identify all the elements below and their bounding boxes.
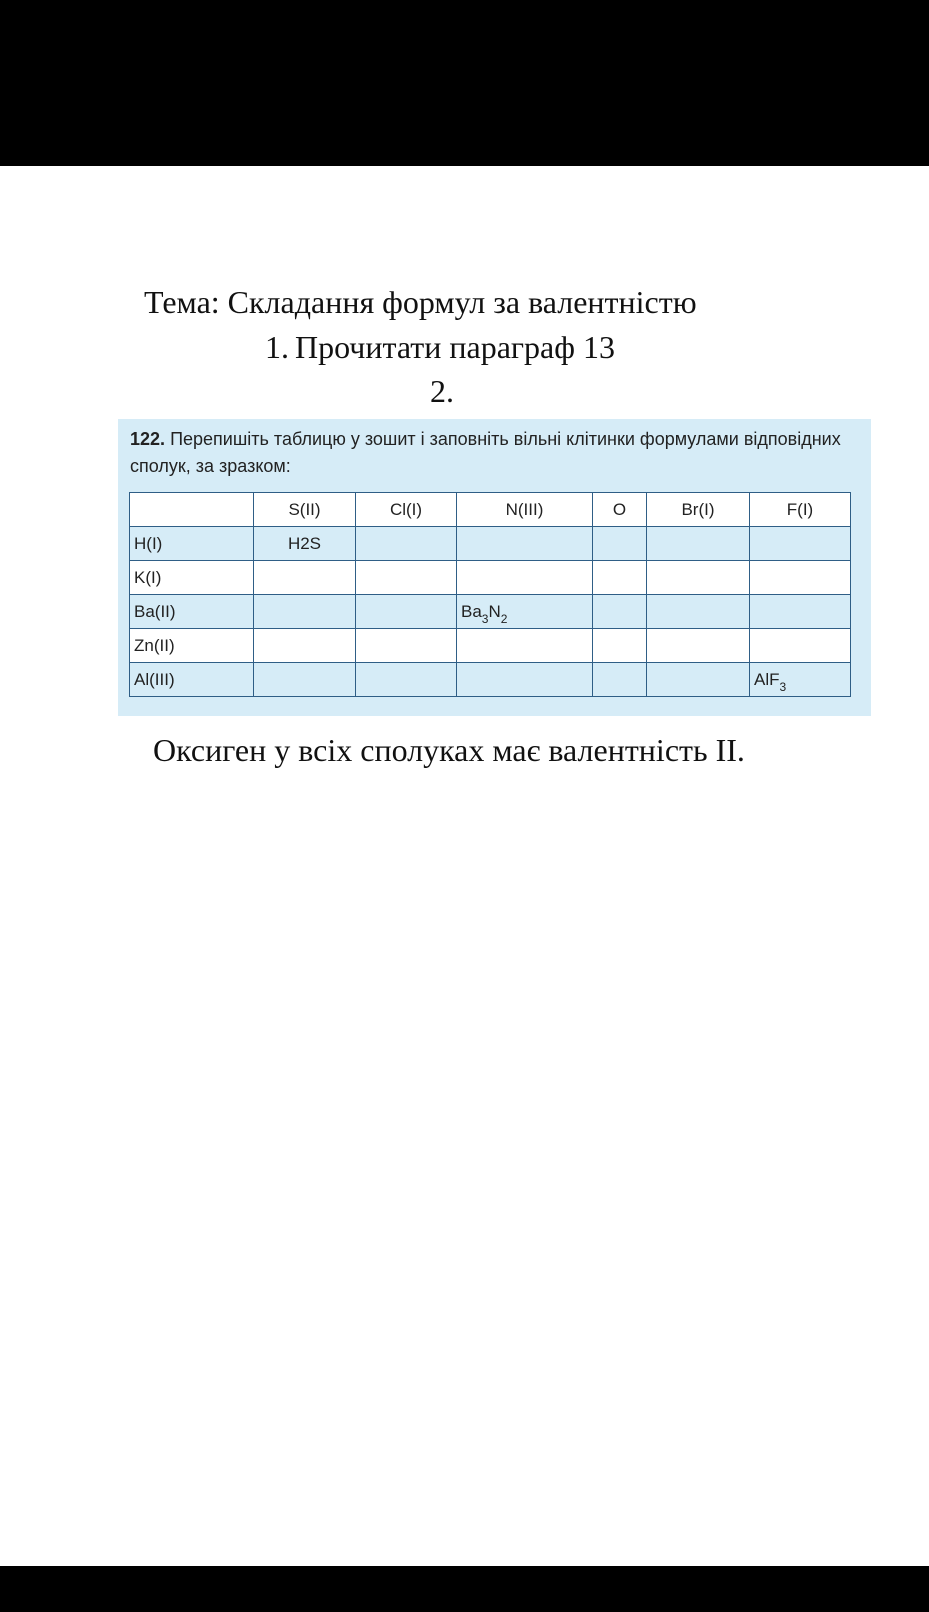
cell-k-br bbox=[647, 561, 750, 595]
table-row bbox=[130, 663, 851, 697]
header-cell-f: F(I) bbox=[750, 493, 851, 527]
cell-h-s: H2S bbox=[254, 527, 356, 561]
cell-al-br bbox=[647, 663, 750, 697]
step-1 bbox=[265, 329, 615, 366]
cell-k-s bbox=[254, 561, 356, 595]
row-label-h: H(I) bbox=[130, 527, 254, 561]
cell-zn-n bbox=[457, 629, 593, 663]
header-cell-br: Br(I) bbox=[647, 493, 750, 527]
page-title: Тема: Складання формул за валентністю bbox=[144, 284, 697, 320]
step-1-text: Прочитати параграф 13 bbox=[295, 329, 615, 365]
cell-ba-s bbox=[254, 595, 356, 629]
cell-ba-n bbox=[457, 595, 593, 629]
cell-zn-br bbox=[647, 629, 750, 663]
cell-al-f bbox=[750, 663, 851, 697]
step-2-number: 2. bbox=[430, 373, 454, 409]
table-row bbox=[130, 527, 851, 561]
row-label-zn: Zn(II) bbox=[130, 629, 254, 663]
cell-ba-br bbox=[647, 595, 750, 629]
cell-k-f bbox=[750, 561, 851, 595]
cell-ba-cl bbox=[356, 595, 457, 629]
valence-table bbox=[129, 492, 851, 697]
cell-h-br bbox=[647, 527, 750, 561]
header-cell-s: S(II) bbox=[254, 493, 356, 527]
row-label-ba: Ba(II) bbox=[130, 595, 254, 629]
step-1-number: 1. bbox=[265, 329, 289, 365]
task-panel bbox=[118, 419, 871, 716]
task-instructions bbox=[130, 426, 850, 480]
cell-h-n bbox=[457, 527, 593, 561]
table-row bbox=[130, 595, 851, 629]
cell-al-n bbox=[457, 663, 593, 697]
cell-k-n bbox=[457, 561, 593, 595]
formula-ba3n2: $Ba_3N_2$ bbox=[461, 601, 508, 626]
cell-h-cl bbox=[356, 527, 457, 561]
header-cell-cl: Cl(I) bbox=[356, 493, 457, 527]
table-header-row bbox=[130, 493, 851, 527]
oxygen-note: Оксиген у всіх сполуках має валентність II. bbox=[153, 732, 745, 768]
cell-k-o bbox=[593, 561, 647, 595]
bottom-black-bar bbox=[0, 1566, 929, 1612]
row-label-k: K(I) bbox=[130, 561, 254, 595]
row-label-al: Al(III) bbox=[130, 663, 254, 697]
cell-ba-f bbox=[750, 595, 851, 629]
task-text: Перепишіть таблицю у зошит і заповніть вільні клітинки формулами відповідних сполук, за зразком: bbox=[130, 429, 841, 476]
top-black-bar bbox=[0, 0, 929, 166]
cell-zn-s bbox=[254, 629, 356, 663]
formula-alf3: AlF$_3$ bbox=[754, 669, 787, 694]
cell-h-f bbox=[750, 527, 851, 561]
header-cell-corner bbox=[130, 493, 254, 527]
cell-al-s bbox=[254, 663, 356, 697]
header-cell-o: O bbox=[593, 493, 647, 527]
table-row bbox=[130, 629, 851, 663]
cell-ba-o bbox=[593, 595, 647, 629]
cell-zn-o bbox=[593, 629, 647, 663]
table-row bbox=[130, 561, 851, 595]
header-cell-n: N(III) bbox=[457, 493, 593, 527]
cell-zn-f bbox=[750, 629, 851, 663]
cell-h-o bbox=[593, 527, 647, 561]
cell-zn-cl bbox=[356, 629, 457, 663]
task-number: 122. bbox=[130, 429, 166, 449]
cell-al-cl bbox=[356, 663, 457, 697]
cell-al-o bbox=[593, 663, 647, 697]
cell-k-cl bbox=[356, 561, 457, 595]
